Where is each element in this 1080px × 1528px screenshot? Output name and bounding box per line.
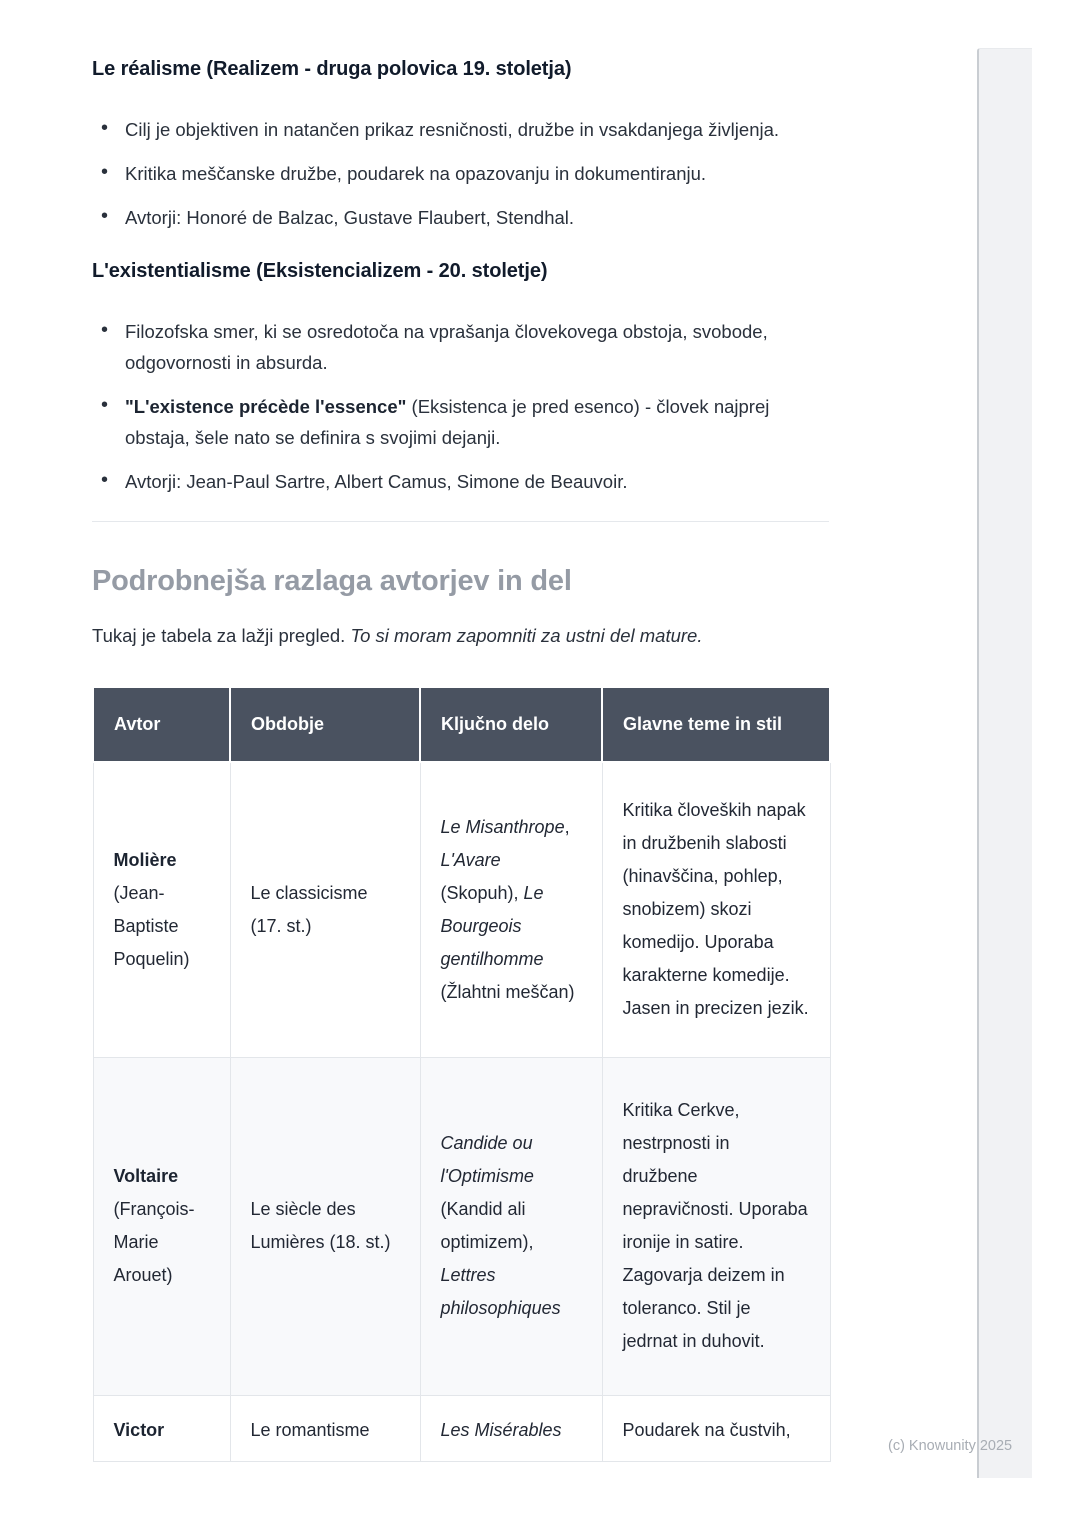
cell-key-work bbox=[420, 1057, 602, 1395]
heading-existentialisme: L'existentialisme (Eksistencializem - 20. stoletje) bbox=[92, 260, 548, 282]
list-item bbox=[92, 391, 829, 453]
author-name: Molière bbox=[113, 849, 177, 870]
work-title: L'Avare bbox=[440, 849, 501, 870]
work-title: Candide ou l'Optimisme bbox=[440, 1133, 534, 1186]
cell-period: Le romantisme bbox=[230, 1395, 420, 1461]
list-item bbox=[92, 158, 829, 189]
work-text: , bbox=[564, 816, 570, 837]
watermark-text: (c) Knowunity 2025 bbox=[888, 1438, 1013, 1454]
work-title: Lettres philosophiques bbox=[440, 1265, 561, 1318]
list-item bbox=[92, 316, 829, 378]
section-divider bbox=[92, 521, 829, 522]
cell-themes: Kritika človeških napak in družbenih slabosti (hinavščina, pohlep, snobizem) skozi komedijo. Uporaba karakterne komedije. Jasen in precizen jezik. bbox=[602, 762, 830, 1057]
cell-themes: Kritika Cerkve, nestrpnosti in družbene nepravičnosti. Uporaba ironije in satire. Zagovarja deizem in toleranco. Stil je jedrnat in duhovit. bbox=[602, 1057, 830, 1395]
header-avtor: Avtor bbox=[93, 687, 230, 762]
work-text: (Skopuh), bbox=[440, 882, 524, 903]
list-item-text: Avtorji: Jean-Paul Sartre, Albert Camus, Simone de Beauvoir. bbox=[125, 471, 628, 492]
existentialisme-list bbox=[92, 316, 829, 497]
cell-author bbox=[93, 762, 230, 1057]
cell-period: Le classicisme (17. st.) bbox=[230, 762, 420, 1057]
list-item-text: Avtorji: Honoré de Balzac, Gustave Flaubert, Stendhal. bbox=[125, 207, 575, 228]
cell-themes: Poudarek na čustvih, bbox=[602, 1395, 830, 1461]
list-item bbox=[92, 466, 829, 497]
header-kljucno-delo: Ključno delo bbox=[420, 687, 602, 762]
heading-realisme: Le réalisme (Realizem - druga polovica 19. stoletja) bbox=[92, 58, 572, 80]
work-text: (Žlahtni meščan) bbox=[440, 981, 575, 1002]
list-item bbox=[92, 202, 829, 233]
author-name: Victor bbox=[113, 1419, 165, 1440]
table-header-row bbox=[93, 687, 830, 762]
work-title: Le Misanthrope bbox=[440, 816, 565, 837]
list-item-text: (Eksistenca je pred esenco) - človek najprej obstaja, šele nato se definira s svojimi dejanji. bbox=[125, 396, 770, 448]
work-text: (Kandid ali optimizem), bbox=[440, 1199, 534, 1252]
cell-author bbox=[93, 1395, 230, 1461]
detail-section-heading: Podrobnejša razlaga avtorjev in del bbox=[92, 565, 572, 597]
next-page-edge[interactable] bbox=[977, 48, 1032, 1478]
table-row bbox=[93, 1395, 830, 1461]
content-area bbox=[92, 0, 829, 1462]
author-detail: (Jean-Baptiste Poquelin) bbox=[113, 882, 190, 969]
list-item bbox=[92, 114, 829, 145]
list-item-text: Cilj je objektiven in natančen prikaz resničnosti, družbe in vsakdanjega življenja. bbox=[125, 119, 780, 140]
table-intro-paragraph bbox=[92, 622, 829, 650]
list-item-text: Filozofska smer, ki se osredotoča na vprašanja človekovega obstoja, svobode, odgovornosti in absurda. bbox=[125, 321, 768, 373]
author-name: Voltaire bbox=[113, 1166, 179, 1186]
table-row bbox=[93, 762, 830, 1057]
cell-key-work bbox=[420, 1395, 602, 1461]
cell-author bbox=[93, 1057, 230, 1395]
quote-bold-text: "L'existence précède l'essence" bbox=[125, 396, 407, 417]
table-row bbox=[93, 1057, 830, 1395]
work-title: Les Misérables bbox=[440, 1419, 562, 1440]
authors-table bbox=[92, 686, 831, 1462]
cell-key-work bbox=[420, 762, 602, 1057]
cell-period: Le siècle des Lumières (18. st.) bbox=[230, 1057, 420, 1395]
realisme-list bbox=[92, 114, 829, 233]
intro-text: Tukaj je tabela za lažji pregled. bbox=[92, 625, 351, 646]
header-glavne-teme: Glavne teme in stil bbox=[602, 687, 830, 762]
intro-note-italic: To si moram zapomniti za ustni del mature. bbox=[350, 625, 703, 646]
header-obdobje: Obdobje bbox=[230, 687, 420, 762]
author-detail: (François-Marie Arouet) bbox=[113, 1199, 195, 1285]
list-item-text: Kritika meščanske družbe, poudarek na opazovanju in dokumentiranju. bbox=[125, 163, 707, 184]
work-title: Le Bourgeois gentilhomme bbox=[440, 882, 544, 969]
